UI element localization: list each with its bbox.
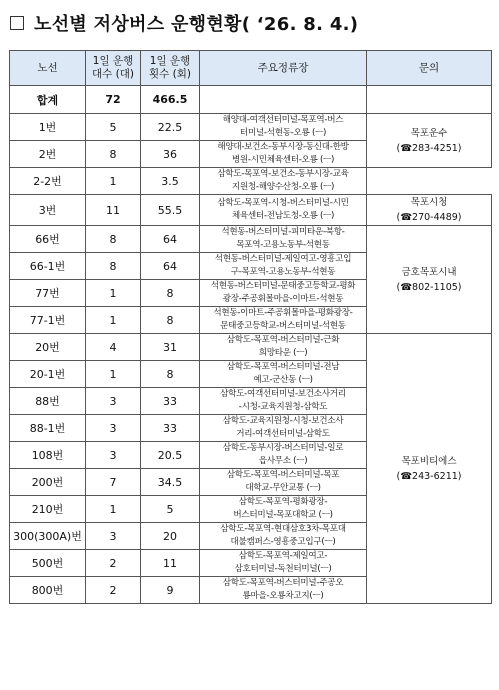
stops-cell: 삼학도-목포역-평화광장- 버스터미널-목포대학교 (ㅡ) [200,496,367,523]
trips-cell: 55.5 [141,195,200,226]
buses-cell: 3 [86,523,141,550]
route-cell: 77번 [10,280,86,307]
stops-cell: 삼학도-여객선터미널-보건소사거리 -시청-교육지원청-삼학도 [200,388,367,415]
buses-cell: 8 [86,253,141,280]
buses-cell: 3 [86,388,141,415]
route-cell: 500번 [10,550,86,577]
contact-name: 목포운수 [410,127,448,139]
contact-name: 금호목포시내 [401,266,457,278]
total-buses: 72 [86,86,141,114]
trips-cell: 5 [141,496,200,523]
trips-cell: 20 [141,523,200,550]
trips-cell: 33 [141,388,200,415]
route-cell: 66-1번 [10,253,86,280]
total-trips: 466.5 [141,86,200,114]
total-stops [200,86,367,114]
stops-cell: 삼학도-목포역-현대삼호3차-목포대 대불캠퍼스-영흥중고입구(ㅡ) [200,523,367,550]
buses-cell: 8 [86,226,141,253]
route-cell: 88번 [10,388,86,415]
trips-cell: 8 [141,361,200,388]
buses-cell: 5 [86,114,141,141]
route-cell: 77-1번 [10,307,86,334]
route-cell: 20-1번 [10,361,86,388]
contact-cell [367,334,492,604]
stops-cell: 삼학도-목포역-시청-버스터미널-시민 체육센터-전남도청-오룡 (ㅡ) [200,195,367,226]
table-row [10,114,492,141]
table-row [10,195,492,226]
stops-cell: 석현동-버스터미널-문태중고등학교-평화 광장-주공휘몰마을-이마트-석현동 [200,280,367,307]
trips-cell: 8 [141,307,200,334]
stops-cell: 삼학도-동부시장-버스터미널-일로 읍사무소 (ㅡ) [200,442,367,469]
buses-cell: 2 [86,550,141,577]
table-row [10,226,492,253]
checkbox-icon [10,16,24,30]
stops-cell: 삼학도-목포역-버스터미널-근화 희망타운 (ㅡ) [200,334,367,361]
buses-cell: 1 [86,280,141,307]
buses-cell: 3 [86,442,141,469]
buses-cell: 1 [86,496,141,523]
contact-phone: (☎270-4489) [396,212,462,223]
stops-cell: 삼학도-목포역-버스터미널-전남 예고-군산동 (ㅡ) [200,361,367,388]
stops-cell: 삼학도-목포역-보건소-동부시장-교육 지원청-해양수산청-오룡 (ㅡ) [200,168,367,195]
trips-cell: 33 [141,415,200,442]
route-cell: 20번 [10,334,86,361]
stops-cell: 삼학도-교육지원청-시청-보건소사 거리-여객선터미널-삼학도 [200,415,367,442]
contact-cell [367,114,492,168]
total-label: 합계 [10,86,86,114]
contact-phone: (☎243-6211) [396,470,462,482]
route-cell: 2번 [10,141,86,168]
trips-cell: 64 [141,226,200,253]
stops-cell: 삼학도-목포역-버스터미널-주공오 룡마을-오룡차고지(ㅡ) [200,577,367,604]
header-stops: 주요정류장 [200,51,367,86]
route-cell: 66번 [10,226,86,253]
trips-cell: 64 [141,253,200,280]
trips-cell: 11 [141,550,200,577]
trips-cell: 8 [141,280,200,307]
contact-cell [367,195,492,226]
contact-name: 목포비티에스 [401,455,457,467]
contact-cell [367,226,492,334]
route-cell: 108번 [10,442,86,469]
table-row [10,334,492,361]
buses-cell: 3 [86,415,141,442]
table-row [10,168,492,195]
page-title: 노선별 저상버스 운행현황( ‘26. 8. 4.) [34,14,359,35]
stops-cell: 삼학도-목포역-버스터미널-목포 대학교-무안교통 (ㅡ) [200,469,367,496]
buses-cell: 1 [86,361,141,388]
stops-cell: 해양대-여객선터미널-목포역-버스 터미널-석현동-오룡 (ㅡ) [200,114,367,141]
buses-cell: 1 [86,168,141,195]
route-cell: 1번 [10,114,86,141]
contact-phone: (☎283-4251) [396,142,462,154]
route-cell: 88-1번 [10,415,86,442]
buses-cell: 4 [86,334,141,361]
total-contact [367,86,492,114]
contact-phone: (☎802-1105) [396,281,462,293]
buses-cell: 2 [86,577,141,604]
trips-cell: 3.5 [141,168,200,195]
trips-cell: 22.5 [141,114,200,141]
route-cell: 300(300A)번 [10,523,86,550]
title-row [8,6,493,40]
buses-cell: 7 [86,469,141,496]
buses-cell: 8 [86,141,141,168]
header-contact: 문의 [367,51,492,86]
route-cell: 2-2번 [10,168,86,195]
trips-cell: 20.5 [141,442,200,469]
stops-cell: 석현동-버스터미널-피미타운-북항- 목포역-고용노동부-석현동 [200,226,367,253]
header-trips: 1일 운행 횟수 (회) [141,51,200,86]
header-route: 노선 [10,51,86,86]
trips-cell: 34.5 [141,469,200,496]
total-row [10,86,492,114]
buses-cell: 1 [86,307,141,334]
trips-cell: 9 [141,577,200,604]
stops-cell: 삼학도-목포역-제일여고- 삼호터미널-독천터미널(ㅡ) [200,550,367,577]
stops-cell: 석현동-이마트-주공휘몰마을-평화광장- 문태중고등학교-버스터미널-석현동 [200,307,367,334]
route-cell: 210번 [10,496,86,523]
stops-cell: 석현동-버스터미널-제일여고-영흥고입 구-목포역-고용노동부-석현동 [200,253,367,280]
route-cell: 3번 [10,195,86,226]
route-cell: 800번 [10,577,86,604]
buses-cell: 11 [86,195,141,226]
stops-cell: 해양대-보건소-동부시장-동신대-한방 병원-시민체육센터-오룡 (ㅡ) [200,141,367,168]
trips-cell: 36 [141,141,200,168]
contact-name: 목포시청 [410,197,448,208]
header-buses: 1일 운행 대수 (대) [86,51,141,86]
route-cell: 200번 [10,469,86,496]
trips-cell: 31 [141,334,200,361]
bus-status-table [9,50,492,604]
